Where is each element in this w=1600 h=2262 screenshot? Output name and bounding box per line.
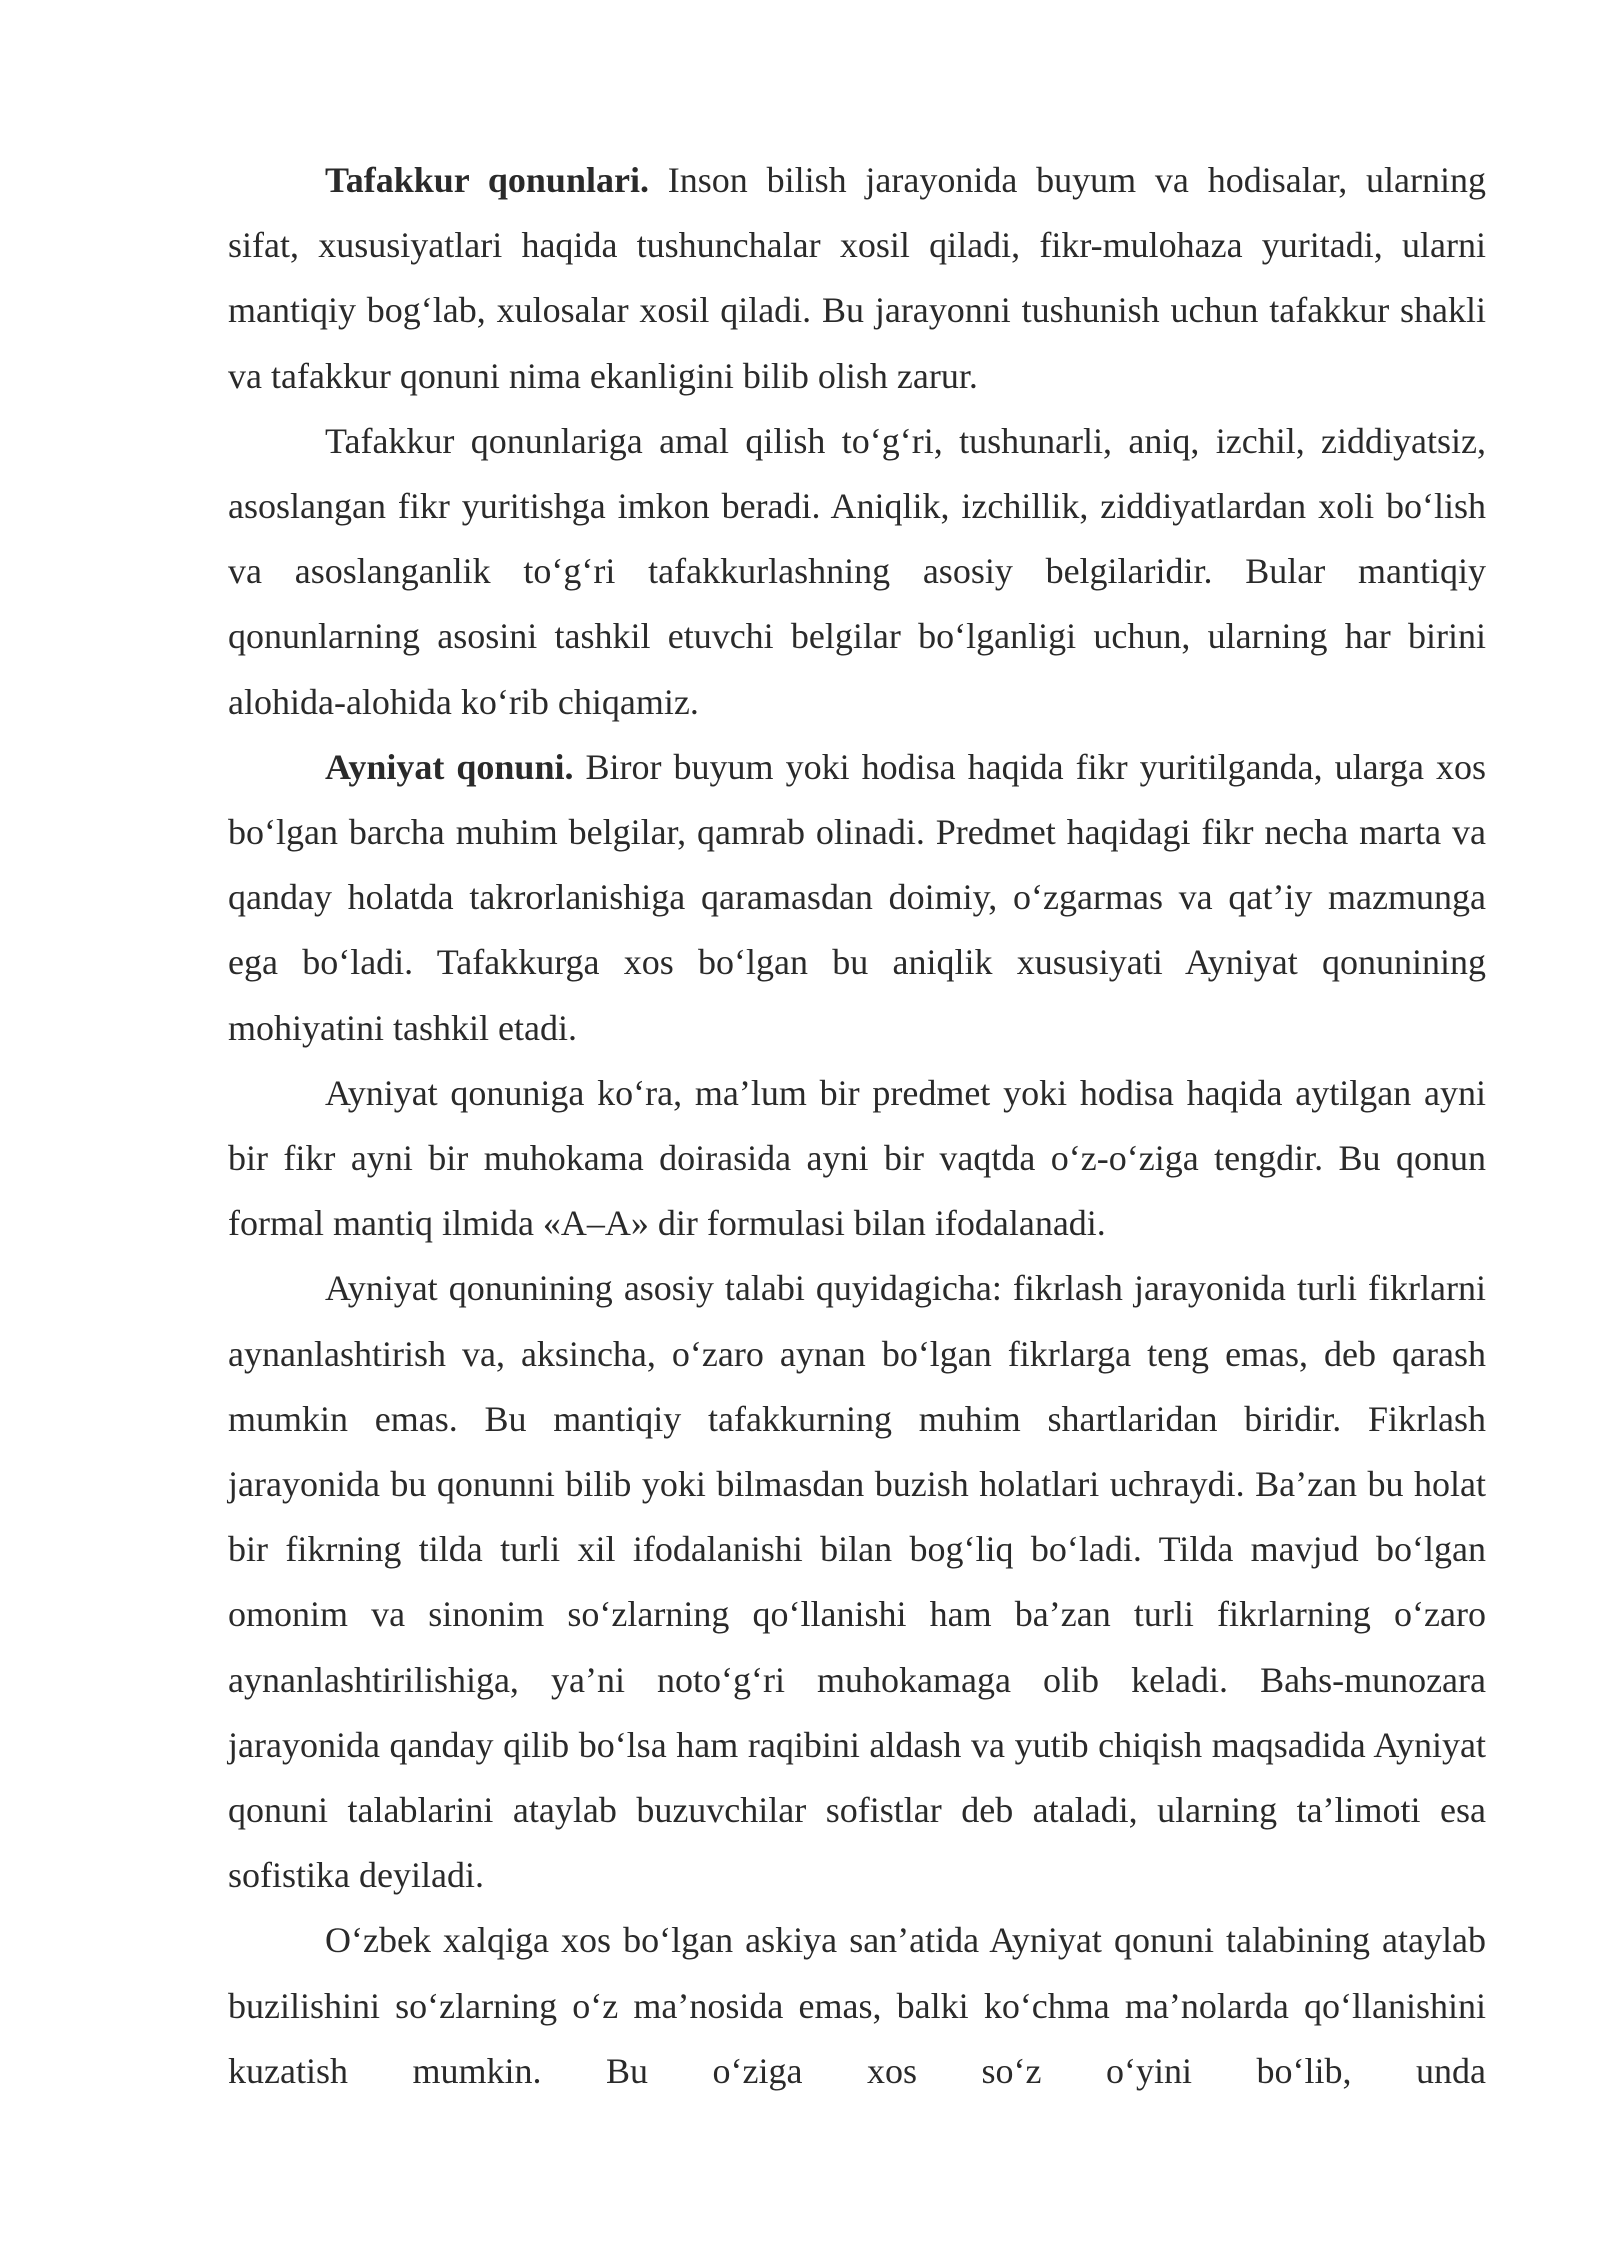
section-heading-ayniyat-qonuni: Ayniyat qonuni.: [325, 746, 574, 787]
paragraph-ayniyat-qonuniga-kora: [228, 1061, 1486, 1257]
paragraph-text: O‘zbek xalqiga xos bo‘lgan askiya san’atida Ayniyat qonuni talabining ataylab buzilishini so‘zlarning o‘z ma’nosida emas, balki ko‘chma ma’nolarda qo‘llanishini kuzatish mumkin. Bu o‘ziga xos so‘z o‘yini bo‘lib, unda: [228, 1920, 1486, 2091]
paragraph-askiya: [228, 1908, 1486, 2104]
paragraph-tafakkur-qonunlari: [228, 148, 1486, 409]
section-heading-tafakkur-qonunlari: Tafakkur qonunlari.: [325, 160, 649, 200]
paragraph-ayniyat-qonuni: [228, 735, 1486, 1061]
paragraph-text: Ayniyat qonuniga ko‘ra, ma’lum bir predmet yoki hodisa haqida aytilgan ayni bir fikr ayni bir muhokama doirasida ayni bir vaqtda o‘z-o‘ziga tengdir. Bu qonun formal mantiq ilmida «A–A» dir formulasi bilan ifodalanadi.: [228, 1072, 1486, 1244]
paragraph-asosiy-talabi: [228, 1256, 1486, 1908]
paragraph-text: Biror buyum yoki hodisa haqida fikr yuritilganda, ularga xos bo‘lgan barcha muhim belgilar, qamrab olinadi. Predmet haqidagi fikr necha marta va qanday holatda takrorlanishiga qaramasdan doimiy, o‘zgarmas va qat’iy mazmunga ega bo‘ladi. Tafakkurga xos bo‘lgan bu aniqlik xususiyati Ayniyat qonunining mohiyatini tashkil etadi.: [228, 746, 1486, 1048]
document-page: [228, 148, 1486, 2104]
paragraph-tafakkur-qonunlariga-amal: [228, 409, 1486, 735]
paragraph-text: Inson bilish jarayonida buyum va hodisalar, ularning sifat, xususiyatlari haqida tushunchalar xosil qiladi, fikr-mulohaza yuritadi, ularni mantiqiy bog‘lab, xulosalar xosil qiladi. Bu jarayonni tushunish uchun tafakkur shakli va tafakkur qonuni nima ekanligini bilib olish zarur.: [228, 160, 1486, 396]
paragraph-text: Ayniyat qonunining asosiy talabi quyidagicha: fikrlash jarayonida turli fikrlarni aynanlashtirish va, aksincha, o‘zaro aynan bo‘lgan fikrlarga teng emas, deb qarash mumkin emas. Bu mantiqiy tafakkurning muhim shartlaridan biridir. Fikrlash jarayonida bu qonunni bilib yoki bilmasdan buzish holatlari uchraydi. Ba’zan bu holat bir fikrning tilda turli xil ifodalanishi bilan bog‘liq bo‘ladi. Tilda mavjud bo‘lgan omonim va sinonim so‘zlarning qo‘llanishi ham ba’zan turli fikrlarning o‘zaro aynanlashtirilishiga, ya’ni noto‘g‘ri muhokamaga olib keladi. Bahs-munozara jarayonida qanday qilib bo‘lsa ham raqibini aldash va yutib chiqish maqsadida Ayniyat qonuni talablarini ataylab buzuvchilar sofistlar deb ataladi, ularning ta’limoti esa sofistika deyiladi.: [228, 1268, 1486, 1896]
paragraph-text: Tafakkur qonunlariga amal qilish to‘g‘ri, tushunarli, aniq, izchil, ziddiyatsiz, asoslangan fikr yuritishga imkon beradi. Aniqlik, izchillik, ziddiyatlardan xoli bo‘lish va asoslanganlik to‘g‘ri tafakkurlashning asosiy belgilaridir. Bular mantiqiy qonunlarning asosini tashkil etuvchi belgilar bo‘lganligi uchun, ularning har birini alohida-alohida ko‘rib chiqamiz.: [228, 420, 1486, 722]
